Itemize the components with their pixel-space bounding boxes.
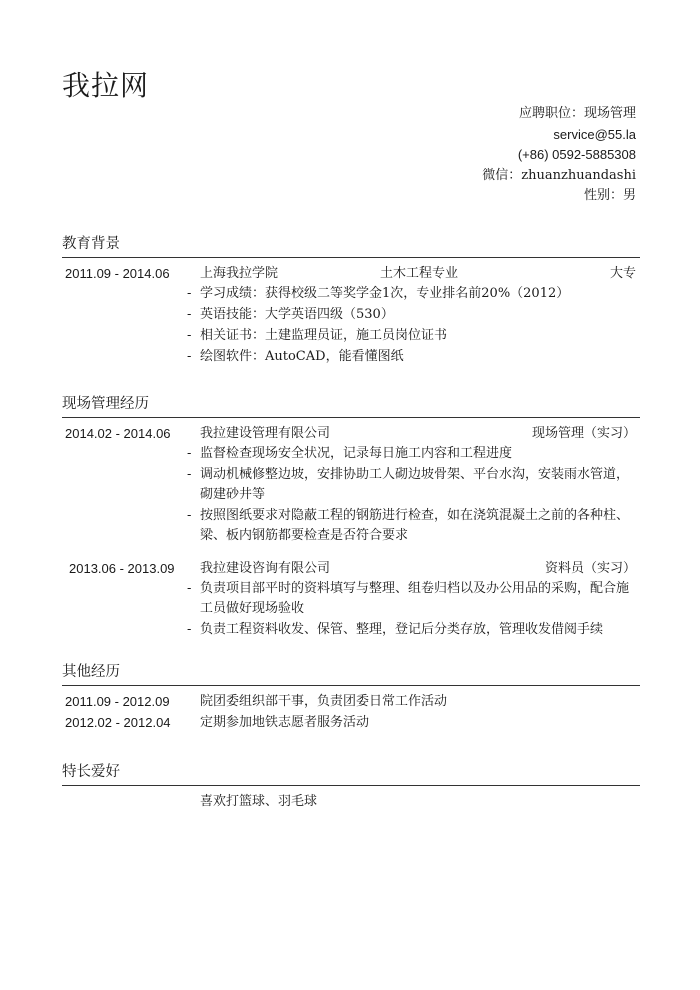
other-text: 院团委组织部干事，负责团委日常工作活动 [200,694,448,709]
list-item: - 学习成绩：获得校级二等奖学金1次，专业排名前20%（2012） [62,284,640,304]
job-row [62,558,640,579]
list-item: - 负责项目部平时的资料填写与整理、组卷归档以及办公用品的采购，配合施工员做好现场验收 [187,581,630,616]
section-title-work: 现场管理经历 [62,392,640,418]
education-bullets [62,284,640,367]
dash-icon: - [187,622,192,637]
contact-block [376,104,636,207]
other-section [62,660,640,733]
list-item: - 调动机械修整边坡，安排协助工人砌边坡骨架、平台水沟，安装雨水管道，砌建砂井等 [187,467,630,502]
education-row [62,263,640,284]
dash-icon: - [187,349,192,364]
dash-icon: - [187,581,192,596]
job-company: 我拉建设管理有限公司 [200,426,331,441]
gender: 性别：男 [583,188,636,203]
education-date: 2011.09 - 2014.06 [65,266,170,281]
list-item: - 按照图纸要求对隐蔽工程的钢筋进行检查，如在浇筑混凝土之前的各种柱、梁、板内钢筋都要检查是否符合要求 [187,508,630,543]
other-date: 2012.02 - 2012.04 [65,715,171,730]
hobbies-section [62,760,640,812]
list-item: - 负责工程资料收发、保管、整理，登记后分类存放，管理收发借阅手续 [62,620,640,640]
education-major: 土木工程专业 [380,266,459,281]
wechat: 微信：zhuanzhuandashi [482,167,636,183]
resume-name: 我拉网 [62,69,150,102]
work-section [62,392,640,641]
job-role: 资料员（实习） [544,561,636,576]
list-item: - 绘图软件：AutoCAD，能看懂图纸 [62,347,640,367]
dash-icon: - [187,307,192,322]
section-title-hobbies: 特长爱好 [62,760,640,786]
education-section [62,232,640,368]
applied-position: 应聘职位：现场管理 [518,106,636,121]
dash-icon: - [187,508,192,523]
dash-icon: - [187,446,192,461]
list-item: - 相关证书：土建监理员证，施工员岗位证书 [62,326,640,346]
other-text: 定期参加地铁志愿者服务活动 [200,715,370,730]
dash-icon: - [187,286,192,301]
other-row [62,712,640,733]
job-date: 2014.02 - 2014.06 [65,426,171,441]
job-row [62,423,640,444]
job-bullets [62,444,640,546]
job-company: 我拉建设咨询有限公司 [200,561,331,576]
email: service@55.la [553,126,636,142]
job-bullets [62,579,640,640]
job-role: 现场管理（实习） [531,426,636,441]
job-date: 2013.06 - 2013.09 [69,561,175,576]
hobbies-text: 喜欢打篮球、羽毛球 [200,794,318,809]
list-item: - 英语技能：大学英语四级（530） [62,305,640,325]
section-title-other: 其他经历 [62,660,640,686]
dash-icon: - [187,467,192,482]
dash-icon: - [187,328,192,343]
other-date: 2011.09 - 2012.09 [65,694,170,709]
other-row [62,691,640,712]
phone: (+86) 0592-5885308 [517,147,636,162]
list-item: - 监督检查现场安全状况，记录每日施工内容和工程进度 [62,444,640,464]
education-school: 上海我拉学院 [200,266,279,281]
education-degree: 大专 [609,266,636,281]
section-title-education: 教育背景 [62,232,640,258]
